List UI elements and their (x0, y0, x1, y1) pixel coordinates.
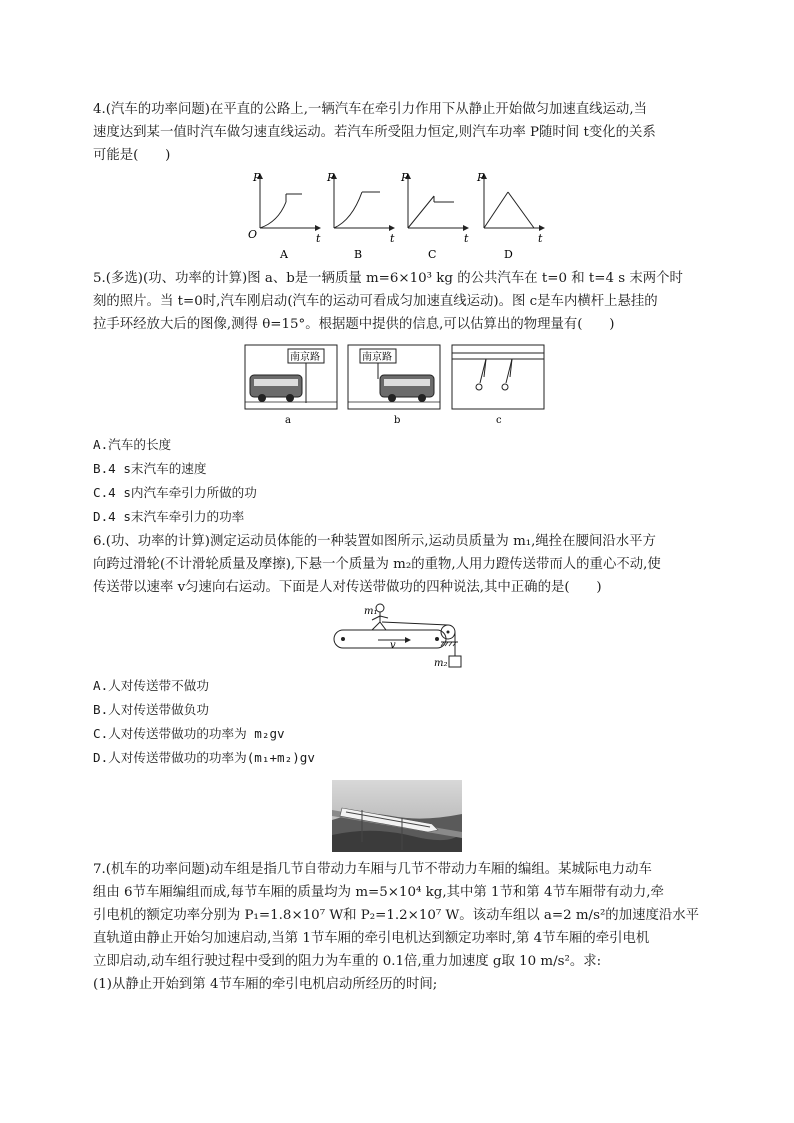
graph-a-caption: A (280, 248, 288, 261)
q6-v-label: v (390, 640, 396, 651)
q5-option-b: B.4 s末汽车的速度 (93, 461, 207, 476)
q6-line-1: 6.(功、功率的计算)测定运动员体能的一种装置如图所示,运动员质量为 m₁,绳拴在腰间沿水平方 (93, 534, 656, 549)
photo-c-caption: c (496, 415, 502, 426)
graph-b-x-label: t (390, 232, 395, 245)
q7-line-3: 引电机的额定功率分别为 P₁=1.8×10⁷ W和 P₂=1.2×10⁷ W。该动车组以 a=2 m/s²的加速度沿水平 (93, 908, 700, 923)
graph-c-caption: C (428, 248, 437, 261)
photo-b-sign: 南京路 (362, 352, 392, 363)
q7-subquestion-1: (1)从静止开始到第 4节车厢的牵引电机启动所经历的时间; (93, 977, 438, 992)
q7-line-2: 组由 6节车厢编组而成,每节车厢的质量均为 m=5×10⁴ kg,其中第 1节和第 4节车厢带有动力,牵 (93, 885, 664, 900)
q4-line-1: 4.(汽车的功率问题)在平直的公路上,一辆汽车在牵引力作用下从静止开始做匀加速直线运动,当 (93, 102, 647, 117)
graph-d (476, 171, 544, 261)
q6-option-b: B.人对传送带做负功 (93, 702, 209, 717)
q5-option-c: C.4 s内汽车牵引力所做的功 (93, 485, 257, 500)
graph-b (326, 171, 395, 261)
graph-c-y-label: P (401, 171, 409, 184)
q7-line-5: 立即启动,动车组行驶过程中受到的阻力为车重的 0.1倍,重力加速度 g取 10 m/s²。求: (93, 954, 602, 969)
q7-line-4: 直轨道由静止开始匀加速启动,当第 1节车厢的牵引电机达到额定功率时,第 4节车厢的牵引电机 (93, 931, 650, 946)
photo-c (452, 345, 544, 426)
graph-b-caption: B (354, 248, 363, 261)
q6-option-d: D.人对传送带做功的功率为(m₁+m₂)gv (93, 750, 315, 765)
q6-m1-label: m₁ (364, 606, 378, 617)
q7-line-1: 7.(机车的功率问题)动车组是指几节自带动力车厢与几节不带动力车厢的编组。某城际电力动车 (93, 862, 652, 877)
q6-option-c: C.人对传送带做功的功率为 m₂gv (93, 726, 285, 741)
photo-b-caption: b (394, 415, 401, 426)
graph-d-x-label: t (538, 232, 543, 245)
q5-bus-photos (244, 343, 546, 429)
graph-a (248, 171, 321, 261)
q5-line-3: 拉手环经放大后的图像,测得 θ=15°。根据题中提供的信息,可以估算出的物理量有( ) (93, 317, 615, 332)
q6-option-a: A.人对传送带不做功 (93, 678, 209, 693)
bullet-train-photo (332, 780, 462, 852)
graph-a-y-label: P (253, 171, 261, 184)
q5-option-d: D.4 s末汽车牵引力的功率 (93, 509, 245, 524)
graph-b-y-label: P (327, 171, 335, 184)
q4-line-3: 可能是( ) (93, 148, 171, 163)
photo-a-caption: a (285, 415, 291, 426)
q4-line-2: 速度达到某一值时汽车做匀速直线运动。若汽车所受阻力恒定,则汽车功率 P随时间 t变化的关系 (93, 125, 656, 140)
photo-a-sign: 南京路 (290, 352, 320, 363)
q5-option-a: A.汽车的长度 (93, 437, 172, 452)
graph-a-x-label: t (316, 232, 321, 245)
q6-line-3: 传送带以速率 v匀速向右运动。下面是人对传送带做功的四种说法,其中正确的是( ) (93, 580, 602, 595)
photo-a (245, 345, 337, 426)
q6-treadmill-figure (328, 602, 468, 672)
graph-d-y-label: P (477, 171, 485, 184)
graph-d-caption: D (504, 248, 513, 261)
q6-m2-label: m₂ (434, 658, 448, 669)
graph-c (400, 171, 469, 261)
q4-pt-graphs (240, 170, 550, 262)
q5-line-2: 刻的照片。当 t=0时,汽车刚启动(汽车的运动可看成匀加速直线运动)。图 c是车内横杆上悬挂的 (93, 294, 658, 309)
photo-b (348, 345, 440, 426)
q5-line-1: 5.(多选)(功、功率的计算)图 a、b是一辆质量 m=6×10³ kg 的公共汽车在 t=0 和 t=4 s 末两个时 (93, 271, 683, 286)
graph-a-origin: O (248, 228, 258, 241)
graph-c-x-label: t (464, 232, 469, 245)
q6-line-2: 向跨过滑轮(不计滑轮质量及摩擦),下悬一个质量为 m₂的重物,人用力蹬传送带而人的重心不动,使 (93, 557, 661, 572)
